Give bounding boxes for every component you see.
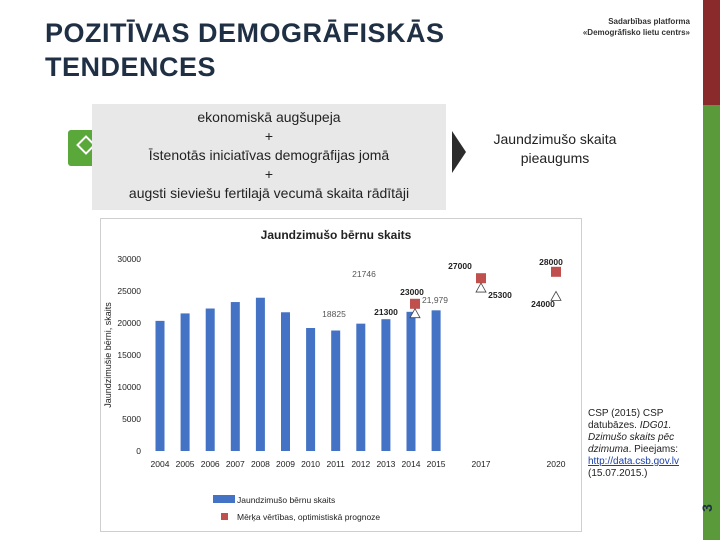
- factor-plus-2: +: [264, 166, 274, 182]
- x-tick-label: 2009: [276, 459, 295, 469]
- target-marker: [551, 267, 561, 277]
- data-annotation: 21746: [352, 269, 376, 279]
- target-value-label: 27000: [448, 261, 472, 271]
- optimistic-value-label: 21300: [374, 307, 398, 317]
- chart-frame: [100, 218, 582, 532]
- source-text-1: CSP (2015) CSP datubāzes.: [588, 408, 664, 431]
- title-line-2: TENDENCES: [45, 52, 217, 82]
- x-tick-label: 2006: [200, 459, 220, 469]
- source-text-2: . Pieejams:: [628, 444, 679, 455]
- bar: [381, 319, 390, 451]
- data-annotation: 18825: [322, 309, 346, 319]
- x-tick-label: 2011: [326, 459, 345, 469]
- y-tick-label: 5000: [122, 414, 141, 424]
- optimistic-marker: [476, 283, 486, 292]
- platform-label: [560, 16, 690, 38]
- x-tick-label: 2008: [250, 459, 270, 469]
- sidebar-stripe: [703, 0, 720, 540]
- data-annotation: 21,979: [422, 295, 448, 305]
- target-value-label: 23000: [400, 287, 424, 297]
- y-tick-label: 30000: [117, 254, 141, 264]
- source-italic: IDG01. Dzimušo skaits pēc dzimuma: [588, 420, 675, 455]
- chart-title: Jaundzimušo bērnu skaits: [260, 228, 412, 242]
- x-tick-label: 2020: [546, 459, 566, 469]
- bar: [432, 310, 441, 451]
- result-line-1: Jaundzimušo skaita: [493, 131, 617, 147]
- title-line-1: POZITĪVAS DEMOGRĀFISKĀS: [45, 18, 445, 48]
- result-box: [470, 130, 640, 168]
- bar: [407, 312, 416, 451]
- x-tick-label: 2012: [351, 459, 371, 469]
- x-tick-label: 2015: [426, 459, 446, 469]
- y-tick-label: 20000: [117, 318, 141, 328]
- platform-line-1: Sadarbības platforma: [608, 17, 690, 26]
- legend-swatch-markers: [221, 513, 228, 520]
- y-tick-label: 15000: [117, 350, 141, 360]
- stripe-bottom: [703, 105, 720, 540]
- legend-swatch-bars: [213, 495, 235, 503]
- bar: [231, 302, 240, 451]
- slide-number: 3: [699, 504, 715, 512]
- bar: [256, 298, 265, 451]
- factor-1: ekonomiskā augšupeja: [197, 109, 341, 125]
- factor-plus-1: +: [264, 128, 274, 144]
- factor-2: Īstenotās iniciatīvas demogrāfijas jomā: [148, 147, 390, 163]
- bar: [356, 324, 365, 451]
- x-tick-label: 2004: [150, 459, 170, 469]
- target-value-label: 28000: [539, 257, 563, 267]
- bar: [306, 328, 315, 451]
- factor-3: augsti sieviešu fertilajā vecumā skaita rādītāji: [128, 185, 410, 201]
- legend-label-markers: Mērķa vērtības, optimistiskā prognoze: [237, 512, 381, 522]
- y-tick-label: 10000: [117, 382, 141, 392]
- stripe-top: [703, 0, 720, 105]
- x-tick-label: 2005: [175, 459, 195, 469]
- bar: [181, 313, 190, 451]
- source-link[interactable]: http://data.csb.gov.lv: [588, 456, 679, 467]
- result-line-2: pieaugums: [520, 150, 590, 166]
- arrow-right-icon: [452, 131, 466, 173]
- source-date: (15.07.2015.): [588, 468, 648, 479]
- platform-line-2: «Demogrāfisko lietu centrs»: [582, 28, 690, 37]
- births-chart: [101, 219, 583, 533]
- bar: [156, 321, 165, 451]
- x-tick-label: 2007: [225, 459, 245, 469]
- y-tick-label: 25000: [117, 286, 141, 296]
- page-title: [45, 16, 515, 84]
- optimistic-value-label: 24000: [531, 299, 555, 309]
- source-note: [588, 408, 688, 480]
- target-marker: [410, 299, 420, 309]
- bar: [281, 312, 290, 451]
- target-marker: [476, 273, 486, 283]
- y-tick-label: 0: [136, 446, 141, 456]
- x-tick-label: 2014: [401, 459, 421, 469]
- x-tick-label: 2010: [301, 459, 321, 469]
- y-axis-label: Jaundzimušie bērni, skaits: [103, 302, 113, 408]
- optimistic-value-label: 25300: [488, 290, 512, 300]
- x-tick-label: 2017: [471, 459, 491, 469]
- bar: [206, 309, 215, 451]
- x-tick-label: 2013: [376, 459, 396, 469]
- factors-box: [92, 104, 446, 210]
- legend-label-bars: Jaundzimušo bērnu skaits: [237, 495, 336, 505]
- bar: [331, 331, 340, 451]
